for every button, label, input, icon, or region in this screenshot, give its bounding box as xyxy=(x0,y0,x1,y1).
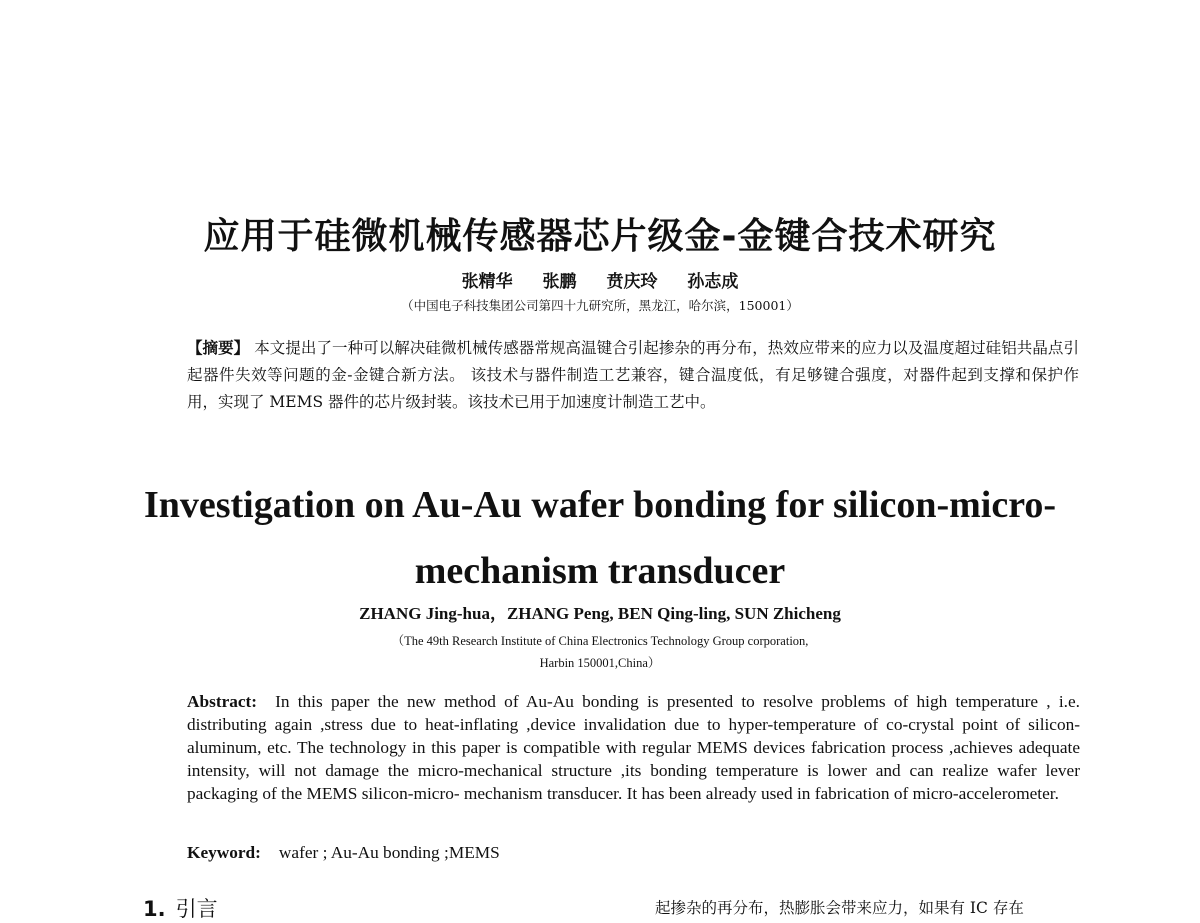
chinese-title: 应用于硅微机械传感器芯片级金-金键合技术研究 xyxy=(203,216,997,257)
chinese-abstract-text: 本文提出了一种可以解决硅微机械传感器常规高温键合引起掺杂的再分布，热效应带来的应力以及温度超过硅铝共晶点引起器件失效等问题的金-金键合新方法。 该技术与器件制造工艺兼容，键合温度低，有足够键合强度，对器件起到支撑和保护作用，实现了 MEMS 器件的芯片级封装。该技术已用于加速度计制造工艺中。 xyxy=(187,339,1079,411)
keyword-text: wafer ; Au-Au bonding ;MEMS xyxy=(278,843,500,862)
chinese-author: 张精华 xyxy=(461,272,513,292)
english-keywords xyxy=(187,843,1080,863)
chinese-author-list xyxy=(0,267,1200,292)
english-affiliation xyxy=(0,630,1200,674)
chinese-affiliation: （中国电子科技集团公司第四十九研究所，黑龙江，哈尔滨，150001） xyxy=(401,298,799,313)
section-title: 引言 xyxy=(175,897,218,921)
chinese-abstract-label: 【摘要】 xyxy=(187,338,250,357)
english-affiliation-line-1: （The 49th Research Institute of China Electronics Technology Group corporation, xyxy=(391,634,809,648)
english-title xyxy=(0,472,1200,604)
right-column-text: 起掺杂的再分布，热膨胀会带来应力，如果有 IC 存在 xyxy=(655,899,1024,917)
keyword-label: Keyword: xyxy=(187,843,261,862)
english-title-line-1: Investigation on Au-Au wafer bonding for silicon-micro- xyxy=(143,484,1057,526)
english-authors: ZHANG Jing-hua，ZHANG Peng, BEN Qing-ling, SUN Zhicheng xyxy=(359,604,841,623)
english-abstract-text: In this paper the new method of Au-Au bonding is presented to resolve problems of high temperature , i.e. distributing again ,stress due to heat-inflating ,device invalidation due to hyper-temperature of co-crystal point of silicon-aluminum, etc. The technology in this paper is compatible with regular MEMS devices fabrication process ,achieves adequate intensity, will not damage the micro-mechanical structure ,its bonding temperature is lower and can realize wafer lever packaging of the MEMS silicon-micro- mechanism transducer. It has been already used in fabrication of micro-accelerometer. xyxy=(187,692,1080,803)
chinese-author: 张鹏 xyxy=(542,272,577,292)
chinese-abstract xyxy=(187,334,1079,416)
section-heading xyxy=(143,893,218,923)
english-title-line-2: mechanism transducer xyxy=(414,550,786,592)
chinese-author: 贲庆玲 xyxy=(606,272,658,292)
chinese-author: 孙志成 xyxy=(687,272,739,292)
english-affiliation-line-2: Harbin 150001,China） xyxy=(539,656,661,670)
english-abstract xyxy=(187,690,1080,805)
section-number: 1. xyxy=(143,897,166,921)
english-abstract-label: Abstract: xyxy=(187,692,258,711)
